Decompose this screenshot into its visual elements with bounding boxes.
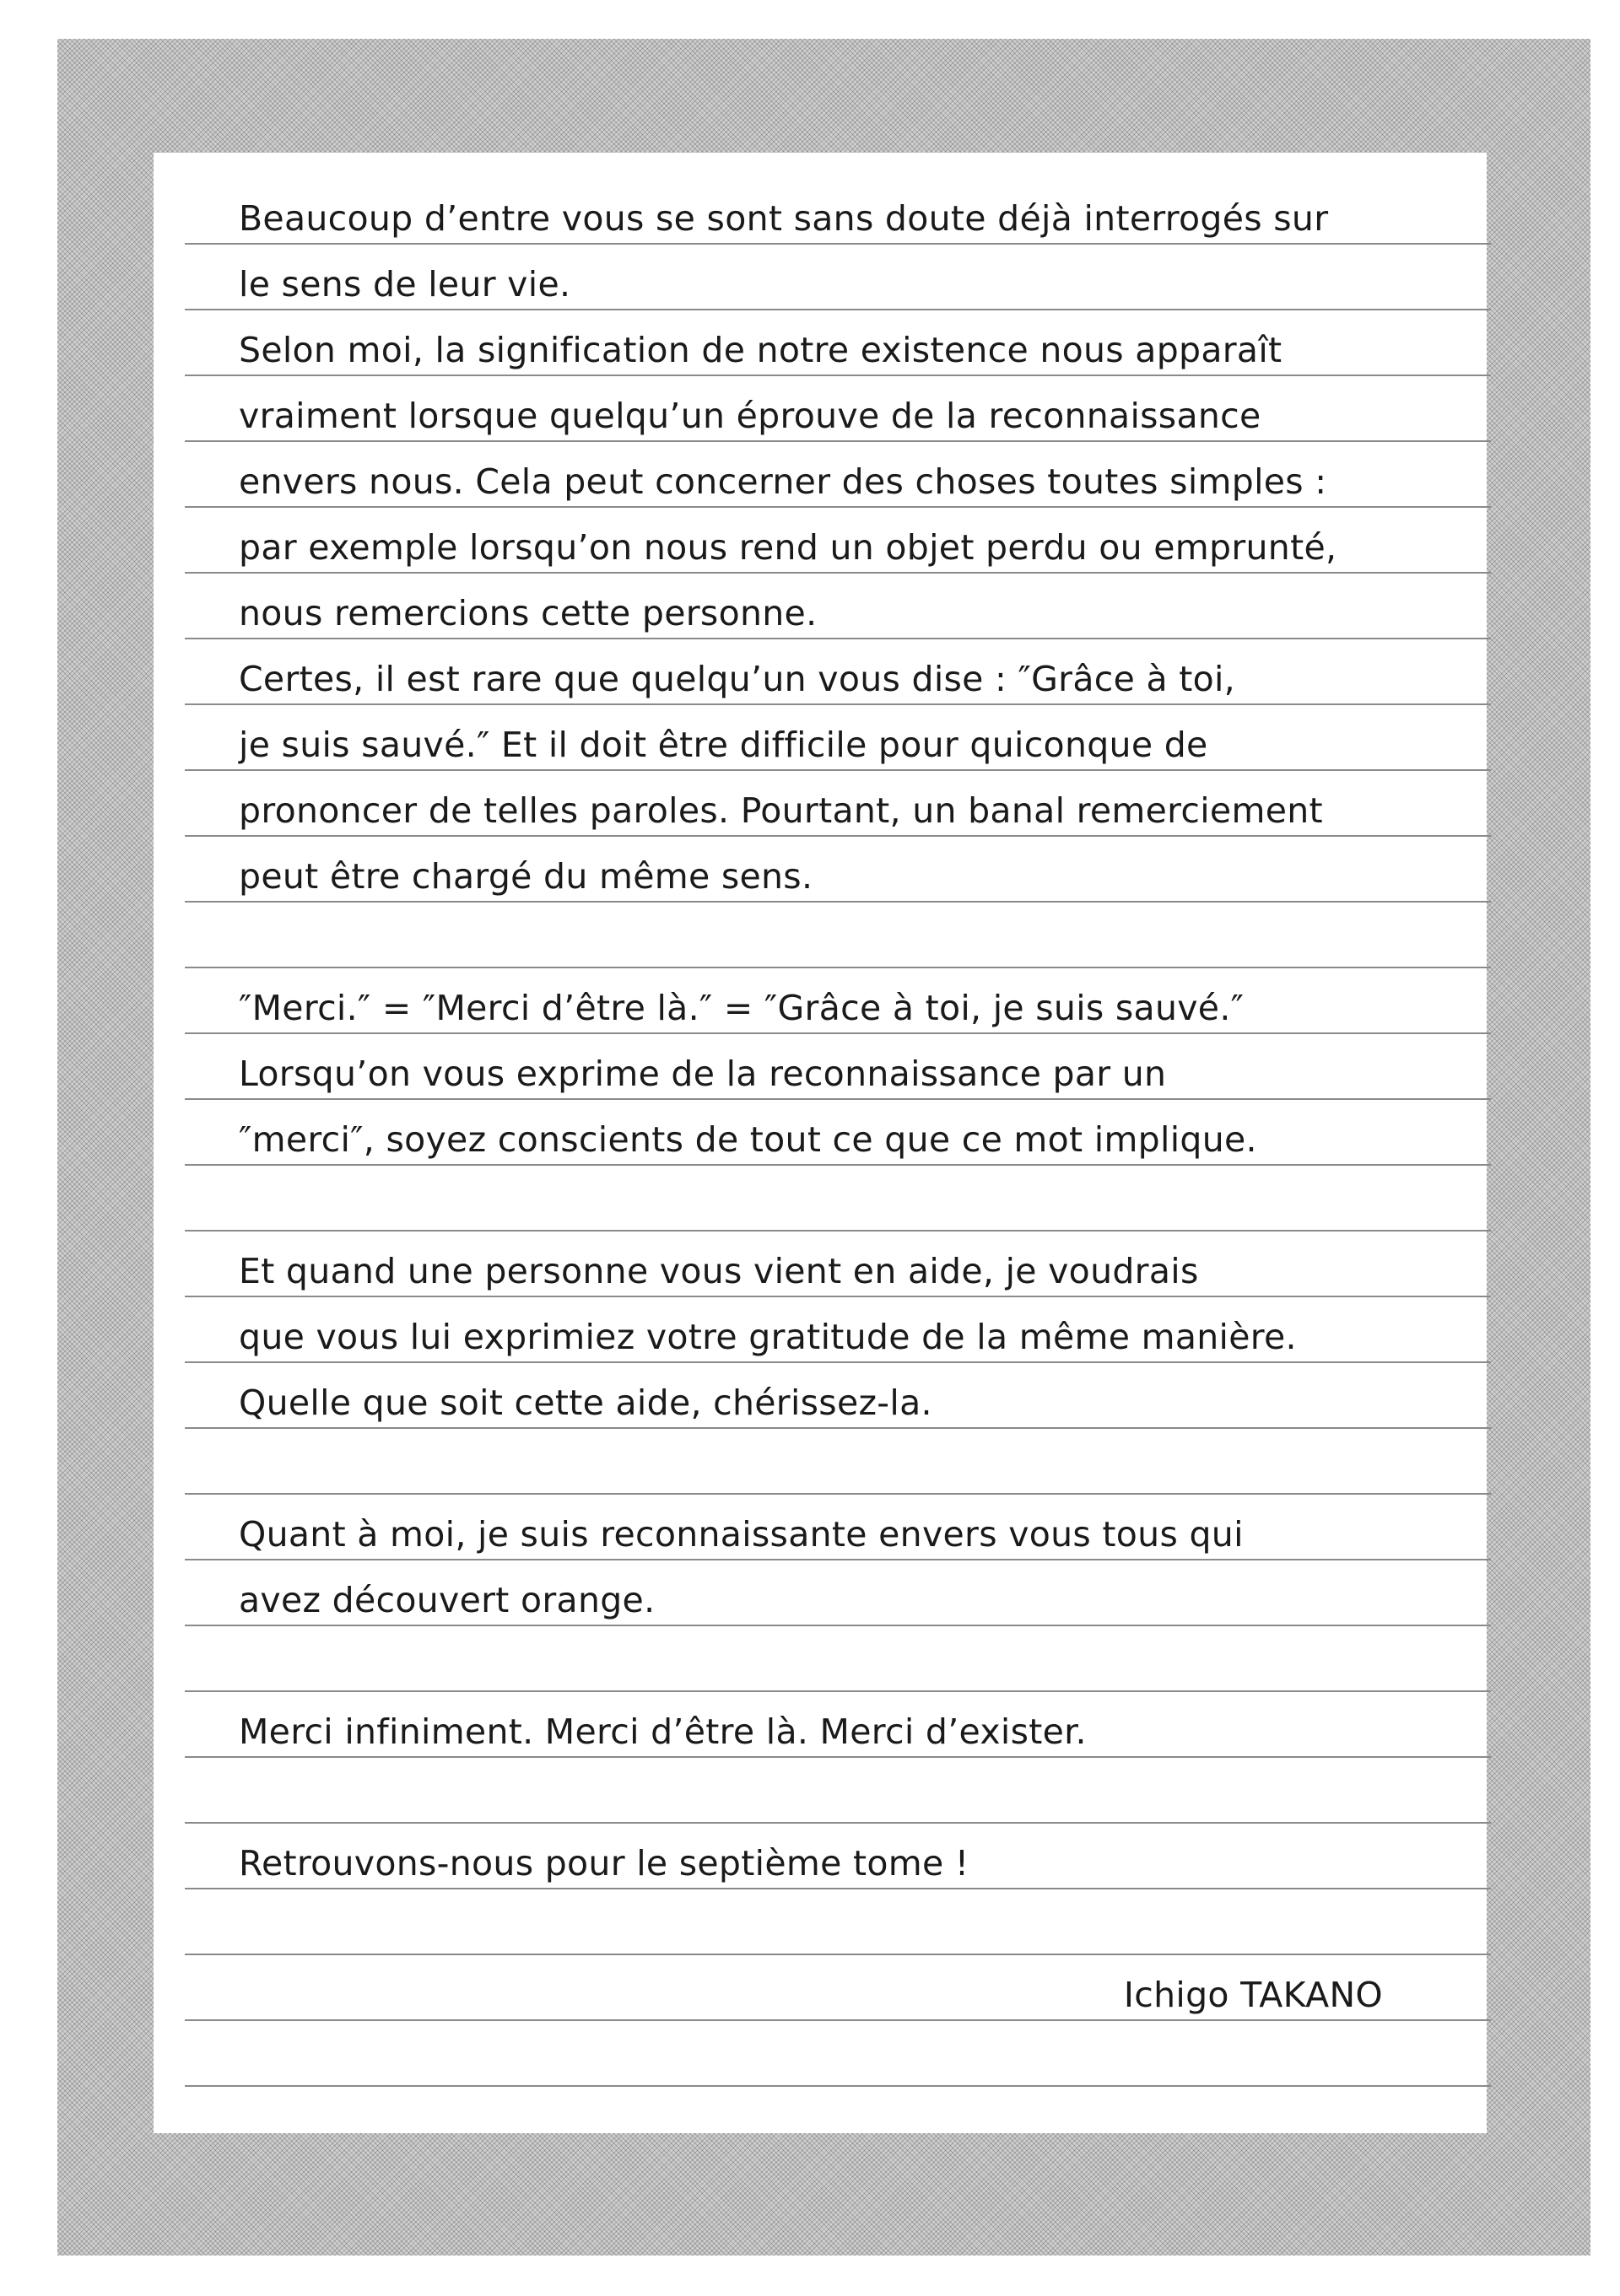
line-text: par exemple lorsqu’on nous rend un objet perdu ou emprunté, [239,527,1337,568]
line-text: Merci infiniment. Merci d’être là. Merci d’exister. [239,1711,1087,1752]
text-line [185,1297,1491,1363]
text-line [185,179,1491,245]
line-text: Quant à moi, je suis reconnaissante envers vous tous qui [239,1514,1244,1555]
text-line [185,574,1491,639]
line-text: peut être chargé du même sens. [239,856,813,897]
line-text: envers nous. Cela peut concerner des choses toutes simples : [239,461,1327,502]
text-line [185,1560,1491,1626]
text-line [185,508,1491,574]
line-text: je suis sauvé.″ Et il doit être difficile pour quiconque de [239,725,1208,765]
text-line [185,1232,1491,1297]
line-text: nous remercions cette personne. [239,593,818,633]
text-line [185,310,1491,376]
line-text: Quelle que soit cette aide, chérissez-la. [239,1382,932,1423]
line-text: Certes, il est rare que quelqu’un vous dise : ″Grâce à toi, [239,659,1235,699]
text-line [185,771,1491,837]
text-line [185,705,1491,771]
letter-paper [154,153,1487,2133]
text-line [185,1758,1491,1824]
text-line [185,639,1491,705]
text-line [185,1824,1491,1889]
signature-line [185,1955,1491,2021]
signature: Ichigo TAKANO [1123,1975,1383,2015]
text-line [185,442,1491,508]
line-text: ″merci″, soyez conscients de tout ce que ce mot implique. [239,1119,1257,1160]
text-line [185,903,1491,968]
text-line [185,376,1491,442]
text-line [185,1034,1491,1100]
ruled-lines [185,153,1491,2133]
text-line [185,837,1491,903]
text-line [185,1889,1491,1955]
line-text: vraiment lorsque quelqu’un éprouve de la reconnaissance [239,396,1261,436]
text-line [185,1495,1491,1560]
text-line [185,968,1491,1034]
line-text: Et quand une personne vous vient en aide, je voudrais [239,1251,1199,1291]
text-line [185,1626,1491,1692]
text-line [185,1166,1491,1232]
line-text: Lorsqu’on vous exprime de la reconnaissance par un [239,1054,1167,1094]
text-line [185,245,1491,310]
line-text: avez découvert orange. [239,1580,656,1620]
line-text: prononcer de telles paroles. Pourtant, un banal remerciement [239,790,1323,831]
text-line [185,1363,1491,1429]
line-text: le sens de leur vie. [239,264,571,305]
text-line [185,1429,1491,1495]
text-line [185,2021,1491,2087]
line-text: Beaucoup d’entre vous se sont sans doute déjà interrogés sur [239,198,1329,239]
line-text: que vous lui exprimiez votre gratitude de la même manière. [239,1317,1297,1357]
line-text: ″Merci.″ = ″Merci d’être là.″ = ″Grâce à toi, je suis sauvé.″ [239,988,1245,1028]
text-line [185,1100,1491,1166]
line-text: Selon moi, la signification de notre existence nous apparaît [239,330,1282,370]
text-line [185,1692,1491,1758]
line-text: Retrouvons-nous pour le septième tome ! [239,1843,969,1884]
